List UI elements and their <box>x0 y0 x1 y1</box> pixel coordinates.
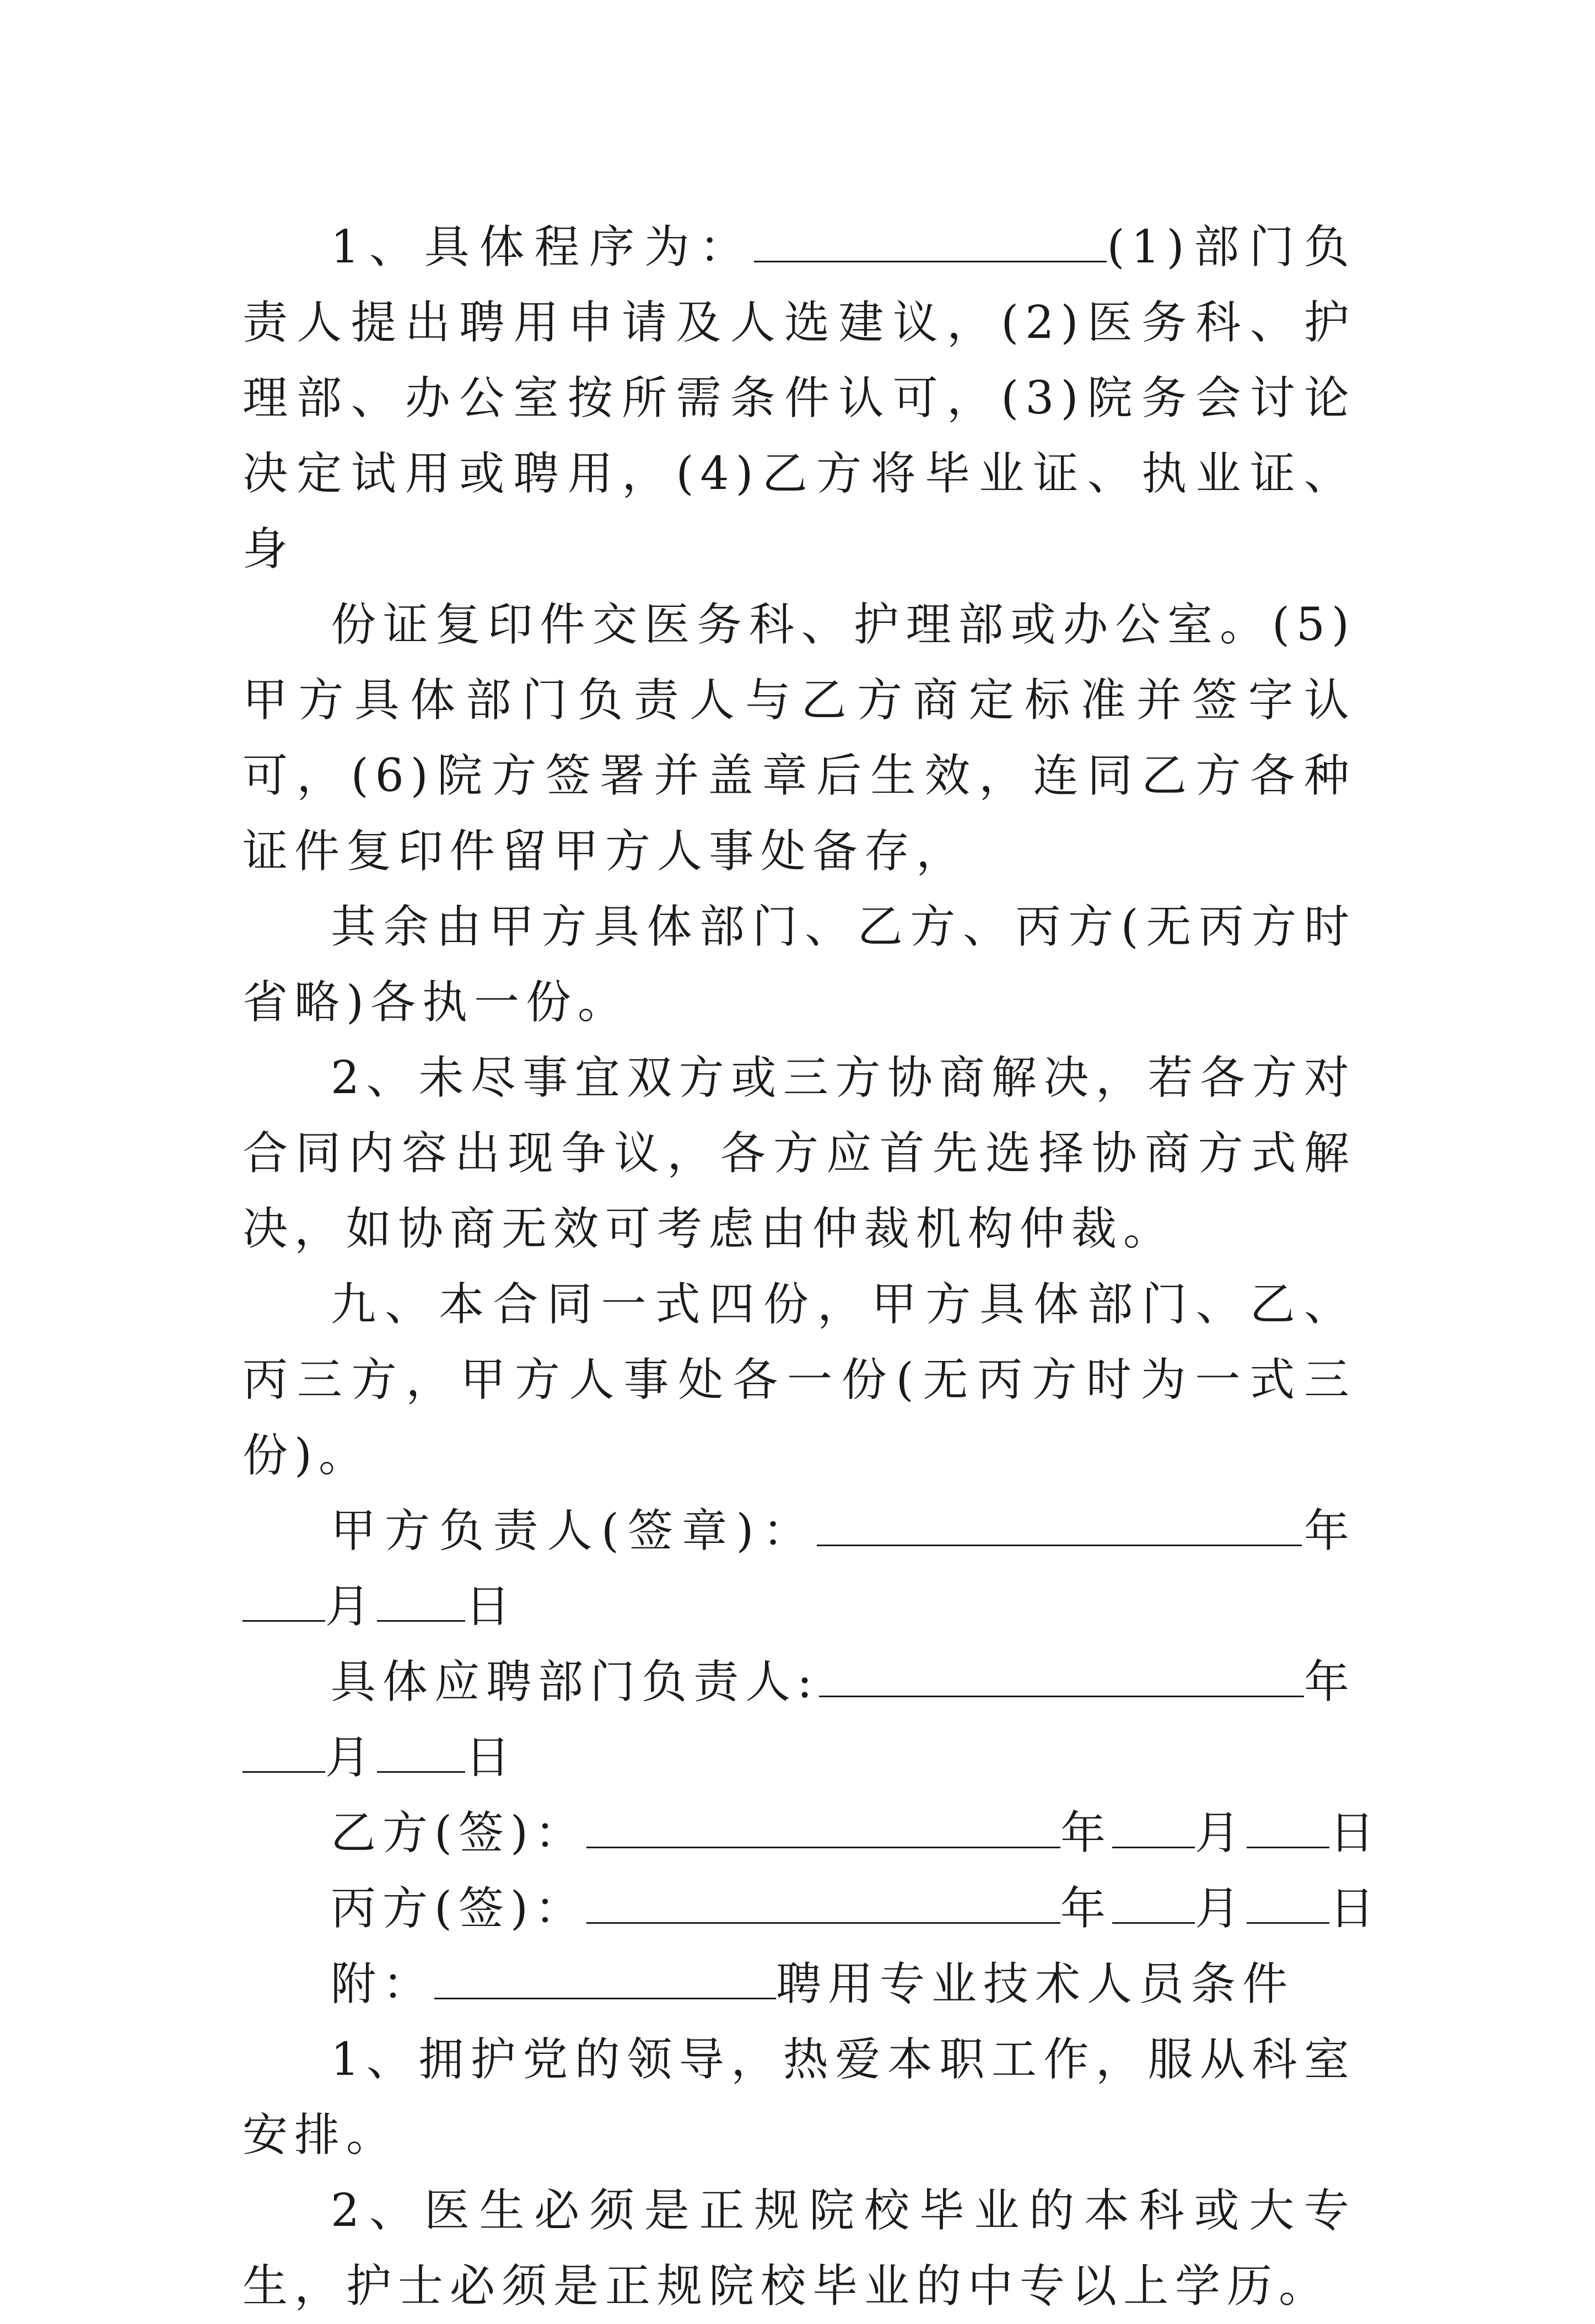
department-month: 月 <box>325 1731 378 1784</box>
signature-department <box>243 1644 1356 1795</box>
party-c-label: 丙方(签)： <box>331 1882 586 1935</box>
paragraph-disputes: 2、未尽事宜双方或三方协商解决，若各方对合同内容出现争议，各方应首先选择协商方式解决，如协商无效可考虑由仲裁机构仲裁。 <box>243 1052 1356 1255</box>
signature-party-a <box>243 1493 1356 1644</box>
party-b-label: 乙方(签)： <box>331 1807 586 1859</box>
party-c-year: 年 <box>1060 1882 1112 1935</box>
paragraph-copies-count: 九、本合同一式四份，甲方具体部门、乙、丙三方，甲方人事处各一份(无丙方时为一式三份)。 <box>243 1278 1356 1482</box>
party-a-signature-blank <box>817 1506 1302 1546</box>
procedure-lead: 1、具体程序为： <box>331 221 755 273</box>
party-c-month: 月 <box>1195 1882 1247 1935</box>
department-signature-blank <box>819 1657 1304 1697</box>
paragraph-procedure <box>243 209 1356 587</box>
party-a-month-blank <box>243 1581 325 1622</box>
paragraph-remaining: 其余由甲方具体部门、乙方、丙方(无丙方时省略)各执一份。 <box>243 901 1356 1029</box>
party-a-month: 月 <box>325 1580 378 1633</box>
signature-party-b <box>243 1795 1382 1871</box>
document-page <box>243 209 1382 2324</box>
department-label: 具体应聘部门负责人: <box>331 1656 819 1708</box>
department-day-blank <box>377 1733 465 1773</box>
department-year: 年 <box>1303 1656 1356 1708</box>
party-b-year: 年 <box>1060 1807 1112 1859</box>
procedure-steps: (1)部门负责人提出聘用申请及人选建议，(2)医务科、护理部、办公室按所需条件认可，(3)院务会讨论决定试用或聘用，(4)乙方将毕业证、执业证、身 <box>243 221 1356 575</box>
party-c-month-blank <box>1112 1884 1195 1924</box>
department-day: 日 <box>465 1731 518 1784</box>
annex-label: 附： <box>331 1958 435 2010</box>
department-month-blank <box>243 1733 325 1773</box>
annex-heading <box>243 1946 1356 2022</box>
party-c-day: 日 <box>1329 1882 1382 1935</box>
party-b-signature-blank <box>586 1808 1060 1848</box>
condition-1: 1、拥护党的领导，热爱本职工作，服从科室安排。 <box>243 2034 1356 2161</box>
party-a-day: 日 <box>465 1580 518 1633</box>
party-c-day-blank <box>1247 1884 1329 1924</box>
condition-2: 2、医生必须是正规院校毕业的本科或大专生，护士必须是正规院校毕业的中专以上学历。 <box>243 2185 1356 2312</box>
party-b-month-blank <box>1112 1808 1195 1848</box>
annex-blank <box>434 1959 776 1999</box>
party-b-day-blank <box>1247 1808 1329 1848</box>
party-a-label: 甲方负责人(签章)： <box>331 1505 817 1557</box>
party-c-signature-blank <box>586 1884 1060 1924</box>
paragraph-copies: 份证复印件交医务科、护理部或办公室。(5)甲方具体部门负责人与乙方商定标准并签字认可，(6)院方签署并盖章后生效，连同乙方各种证件复印件留甲方人事处备存， <box>243 599 1356 878</box>
party-a-day-blank <box>377 1581 465 1622</box>
party-a-year: 年 <box>1301 1505 1356 1557</box>
party-b-month: 月 <box>1195 1807 1247 1859</box>
annex-title: 聘用专业技术人员条件 <box>776 1958 1295 2010</box>
procedure-blank <box>754 222 1107 262</box>
party-b-day: 日 <box>1329 1807 1382 1859</box>
signature-party-c <box>243 1871 1382 1946</box>
